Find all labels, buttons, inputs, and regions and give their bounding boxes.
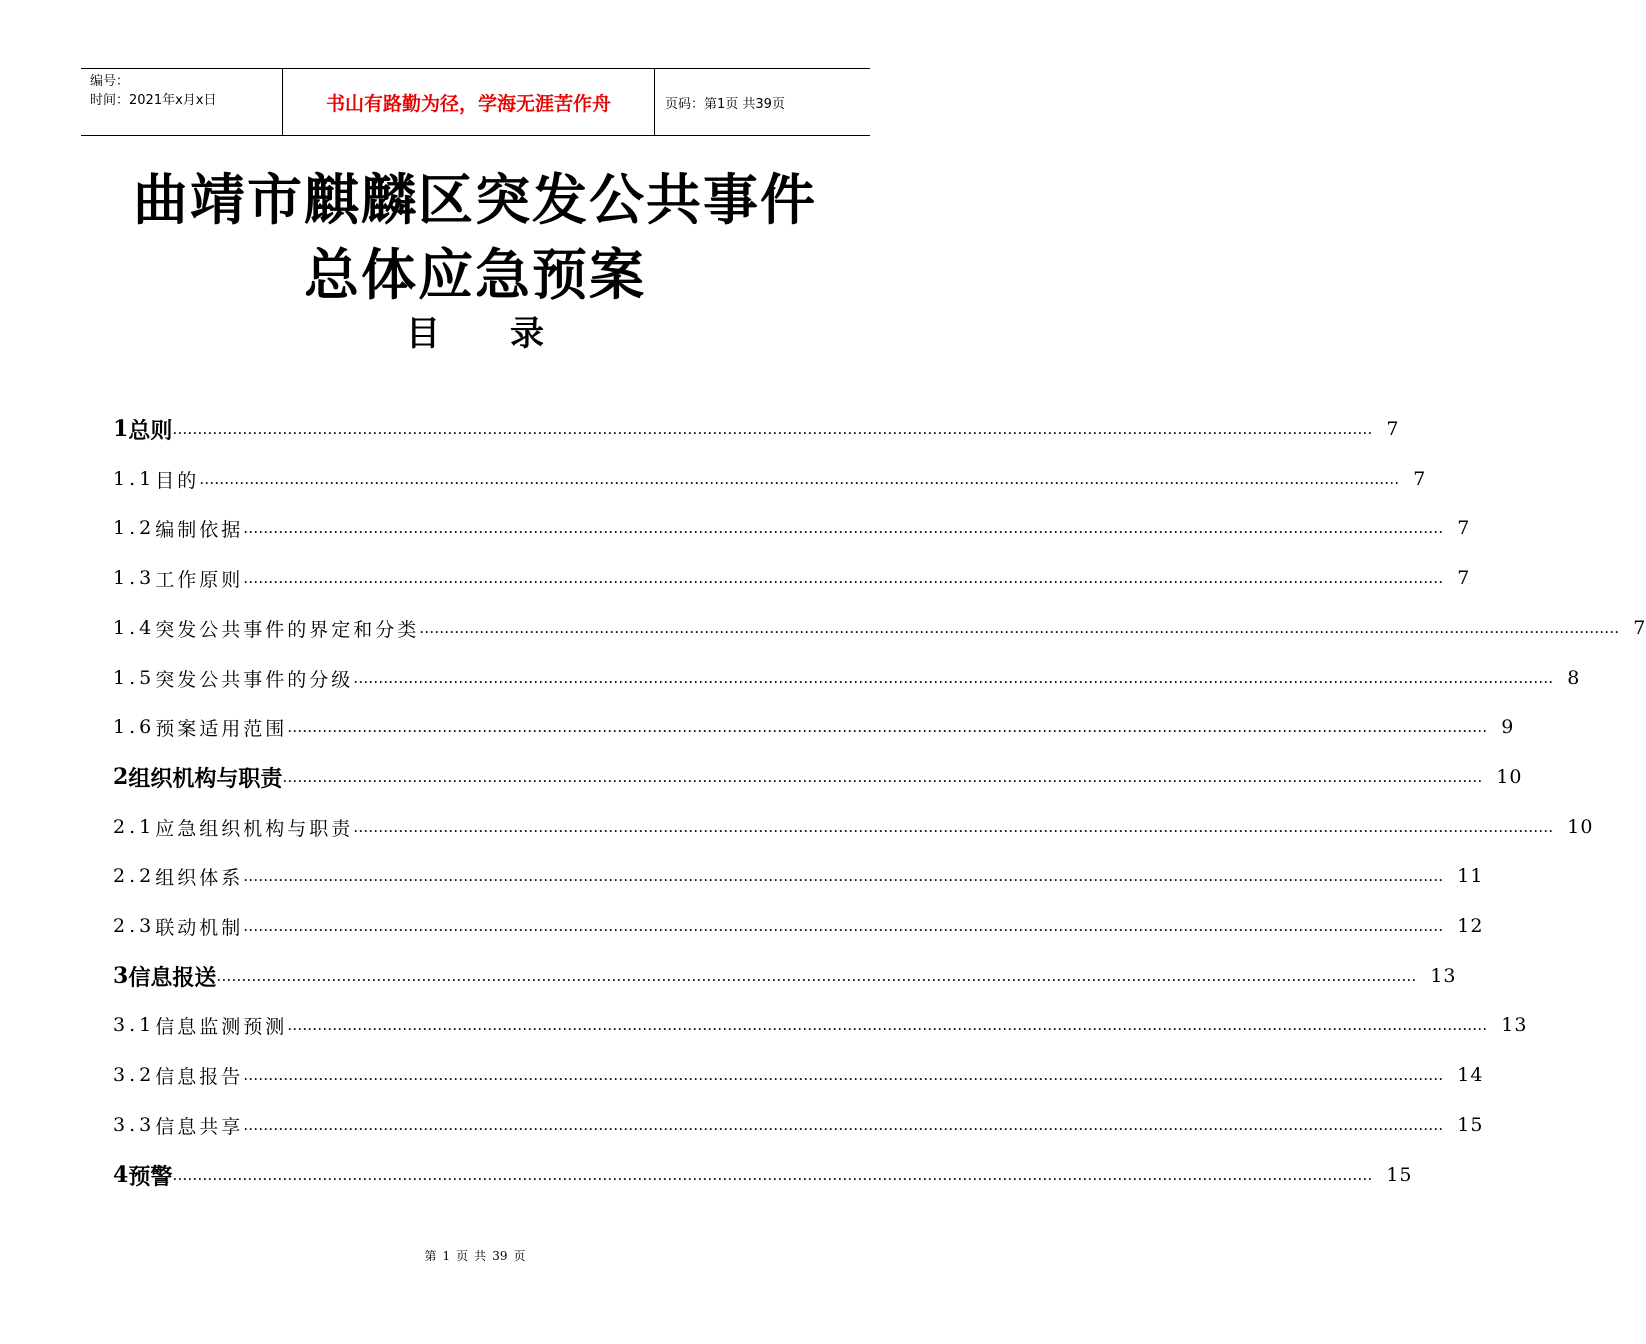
toc-entry-label: 应急组织机构与职责 [155,817,354,840]
page-footer [0,1247,950,1264]
toc-entry-label: 信息共享 [155,1115,244,1138]
toc-entry-number: 1.6 [113,716,156,738]
toc-entry-number: 2 [113,764,129,790]
toc-entry-page: 13 [1501,1014,1528,1036]
toc-entry-number: 1.2 [113,517,156,539]
toc-entry-page: 13 [1430,965,1457,987]
toc-entry[interactable] [113,1157,1413,1193]
footer-text-4: 页 [513,1249,526,1263]
toc-entry-number: 2.3 [113,915,156,937]
toc-entry-label: 突发公共事件的分级 [155,668,354,691]
toc-entry-number: 3 [113,963,129,989]
toc-entry[interactable] [113,709,1515,745]
toc-leader-dots: …………………………………………………………………………………………………………………………………………………………………………………………………………………… [353,818,1554,836]
toc-entry-page: 9 [1501,716,1515,738]
toc-leader-dots: …………………………………………………………………………………………………………………………………………………………………………………………………………………… [243,569,1444,587]
toc-entry-label: 工作原则 [155,568,244,591]
toc-leader-dots: …………………………………………………………………………………………………………………………………………………………………………………………………………………… [172,420,1373,438]
toc-entry-number: 2.1 [113,816,156,838]
toc-entry[interactable] [113,908,1484,944]
toc-entry-label: 突发公共事件的界定和分类 [155,618,420,641]
toc-entry[interactable] [113,510,1471,546]
toc-leader-dots: …………………………………………………………………………………………………………………………………………………………………………………………………………………… [287,718,1488,736]
toc-entry-number: 1 [113,416,129,442]
toc-entry[interactable] [113,461,1427,497]
toc-leader-dots: …………………………………………………………………………………………………………………………………………………………………………………………………………………… [243,1066,1444,1084]
document-title-line2: 总体应急预案 [303,242,646,307]
toc-entry[interactable] [113,1057,1484,1093]
toc-entry[interactable] [113,610,1646,646]
toc-heading-char-2: 录 [510,314,544,354]
toc-entry-label: 总则 [128,417,173,444]
toc-entry-number: 1.5 [113,667,156,689]
toc-entry-page: 10 [1567,816,1594,838]
header-page-info: 页码：第1页 共39页 [665,96,785,112]
toc-leader-dots: …………………………………………………………………………………………………………………………………………………………………………………………………………………… [287,1016,1488,1034]
toc-entry-label: 组织体系 [155,866,244,889]
toc-entry-page: 7 [1413,468,1427,490]
toc-entry-page: 15 [1386,1164,1413,1186]
toc-entry-number: 2.2 [113,865,156,887]
toc-entry-page: 7 [1386,418,1400,440]
toc-leader-dots: …………………………………………………………………………………………………………………………………………………………………………………………………………………… [353,669,1554,687]
toc-entry-page: 14 [1457,1064,1484,1086]
toc-entry-page: 10 [1496,766,1523,788]
toc-entry-number: 3.3 [113,1114,156,1136]
toc-entry[interactable] [113,809,1594,845]
toc-entry-page: 12 [1457,915,1484,937]
toc-leader-dots: …………………………………………………………………………………………………………………………………………………………………………………………………………………… [243,519,1444,537]
toc-entry-page: 7 [1457,517,1471,539]
toc-entry[interactable] [113,560,1471,596]
toc-entry-label: 组织机构与职责 [128,765,283,792]
footer-total-pages: 39 [492,1249,508,1263]
toc-entry[interactable] [113,759,1523,795]
toc-entry-number: 1.4 [113,617,156,639]
toc-entry[interactable] [113,858,1484,894]
document-time-label: 时间：2021年x月x日 [90,93,217,108]
toc-entry-number: 1.1 [113,468,156,490]
toc-entry-number: 3.1 [113,1014,156,1036]
toc-leader-dots: …………………………………………………………………………………………………………………………………………………………………………………………………………………… [199,470,1400,488]
footer-text-2: 页 [456,1249,469,1263]
toc-entry[interactable] [113,1107,1484,1143]
toc-entry-label: 编制依据 [155,518,244,541]
header-table [81,68,870,136]
toc-entry-number: 3.2 [113,1064,156,1086]
document-title-line1: 曲靖市麒麟区突发公共事件 [132,167,817,232]
toc-leader-dots: …………………………………………………………………………………………………………………………………………………………………………………………………………………… [172,1166,1373,1184]
toc-leader-dots: …………………………………………………………………………………………………………………………………………………………………………………………………………………… [282,768,1483,786]
toc-entry-label: 预案适用范围 [155,717,288,740]
toc-entry[interactable] [113,411,1400,447]
toc-heading-char-1: 目 [406,314,440,354]
toc-entry[interactable] [113,660,1581,696]
toc-entry[interactable] [113,958,1457,994]
toc-entry-label: 信息监测预测 [155,1015,288,1038]
toc-entry-page: 11 [1457,865,1484,887]
toc-entry-label: 信息报送 [128,964,217,991]
toc-entry-label: 信息报告 [155,1065,244,1088]
toc-entry[interactable] [113,1007,1528,1043]
toc-entry-number: 1.3 [113,567,156,589]
toc-entry-label: 联动机制 [155,916,244,939]
toc-entry-label: 预警 [128,1163,173,1190]
toc-entry-page: 7 [1457,567,1471,589]
toc-leader-dots: …………………………………………………………………………………………………………………………………………………………………………………………………………………… [243,917,1444,935]
footer-text-3: 共 [474,1249,487,1263]
toc-entry-page: 15 [1457,1114,1484,1136]
footer-page-number: 1 [442,1249,451,1263]
toc-entry-page: 8 [1567,667,1581,689]
toc-entry-page: 7 [1633,617,1646,639]
toc-heading [0,312,950,356]
toc-entry-label: 目的 [155,469,200,492]
header-meta [81,69,282,135]
toc-entry-number: 4 [113,1162,129,1188]
toc-leader-dots: …………………………………………………………………………………………………………………………………………………………………………………………………………………… [243,867,1444,885]
document-number-label: 编号： [90,74,130,89]
header-motto: 书山有路勤为径，学海无涯苦作舟 [282,69,655,135]
toc-leader-dots: …………………………………………………………………………………………………………………………………………………………………………………………………………………… [216,967,1417,985]
footer-text-1: 第 [424,1249,437,1263]
toc-leader-dots: …………………………………………………………………………………………………………………………………………………………………………………………………………………… [243,1116,1444,1134]
toc-leader-dots: …………………………………………………………………………………………………………………………………………………………………………………………………………………… [419,619,1620,637]
